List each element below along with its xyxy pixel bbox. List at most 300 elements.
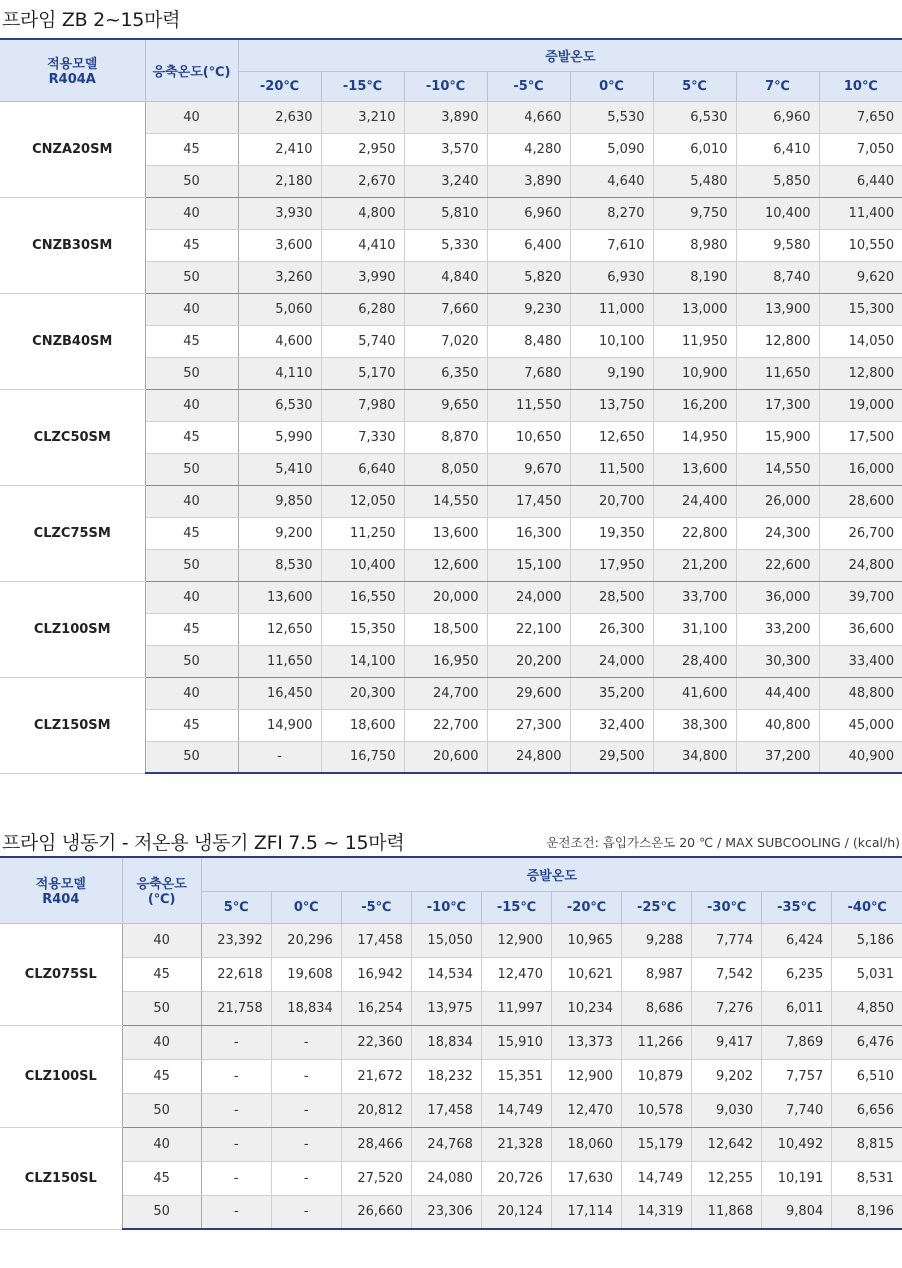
condensing-temp-cell: 40 bbox=[145, 293, 238, 325]
capacity-value-cell: 24,700 bbox=[404, 677, 487, 709]
capacity-value-cell: 19,608 bbox=[271, 957, 341, 991]
evap-temp-col-header: -25℃ bbox=[622, 891, 692, 923]
capacity-value-cell: 16,254 bbox=[341, 991, 411, 1025]
capacity-value-cell: 14,534 bbox=[411, 957, 481, 991]
capacity-value-cell: 14,550 bbox=[404, 485, 487, 517]
capacity-value-cell: 15,300 bbox=[819, 293, 902, 325]
refrigerant-label: R404 bbox=[42, 892, 80, 908]
capacity-value-cell: 14,749 bbox=[481, 1093, 551, 1127]
capacity-value-cell: 18,500 bbox=[404, 613, 487, 645]
capacity-value-cell: 12,642 bbox=[692, 1127, 762, 1161]
evap-temp-col-header: -10℃ bbox=[404, 71, 487, 101]
model-column-header bbox=[0, 39, 145, 101]
capacity-value-cell: 13,600 bbox=[238, 581, 321, 613]
capacity-value-cell: 9,650 bbox=[404, 389, 487, 421]
table-row bbox=[0, 1025, 902, 1059]
capacity-value-cell: 10,578 bbox=[622, 1093, 692, 1127]
capacity-value-cell: 11,550 bbox=[487, 389, 570, 421]
table-row bbox=[0, 485, 902, 517]
capacity-value-cell: 5,170 bbox=[321, 357, 404, 389]
capacity-value-cell: 6,530 bbox=[238, 389, 321, 421]
capacity-value-cell: 5,530 bbox=[570, 101, 653, 133]
capacity-value-cell: 13,000 bbox=[653, 293, 736, 325]
capacity-value-cell: 22,800 bbox=[653, 517, 736, 549]
capacity-value-cell: 11,250 bbox=[321, 517, 404, 549]
condensing-temp-cell: 40 bbox=[122, 1127, 201, 1161]
capacity-value-cell: 20,600 bbox=[404, 741, 487, 773]
capacity-value-cell: 6,011 bbox=[762, 991, 832, 1025]
capacity-value-cell: 29,600 bbox=[487, 677, 570, 709]
capacity-value-cell: 10,965 bbox=[551, 923, 621, 957]
capacity-value-cell: 28,400 bbox=[653, 645, 736, 677]
capacity-value-cell: 15,351 bbox=[481, 1059, 551, 1093]
capacity-value-cell: 24,080 bbox=[411, 1161, 481, 1195]
capacity-value-cell: 33,700 bbox=[653, 581, 736, 613]
condensing-temp-cell: 45 bbox=[122, 1161, 201, 1195]
capacity-value-cell: 6,476 bbox=[832, 1025, 902, 1059]
condensing-temp-cell: 40 bbox=[122, 923, 201, 957]
capacity-value-cell: 3,240 bbox=[404, 165, 487, 197]
capacity-value-cell: 9,417 bbox=[692, 1025, 762, 1059]
capacity-value-cell: 12,800 bbox=[736, 325, 819, 357]
evap-temp-col-header: -20℃ bbox=[238, 71, 321, 101]
capacity-value-cell: - bbox=[238, 741, 321, 773]
condensing-temp-cell: 40 bbox=[145, 485, 238, 517]
capacity-value-cell: 15,179 bbox=[622, 1127, 692, 1161]
capacity-value-cell: 33,400 bbox=[819, 645, 902, 677]
capacity-value-cell: 7,740 bbox=[762, 1093, 832, 1127]
capacity-value-cell: 9,190 bbox=[570, 357, 653, 389]
capacity-value-cell: 12,800 bbox=[819, 357, 902, 389]
capacity-value-cell: 12,470 bbox=[481, 957, 551, 991]
evap-temp-col-header: 0℃ bbox=[271, 891, 341, 923]
capacity-value-cell: 31,100 bbox=[653, 613, 736, 645]
capacity-value-cell: 23,306 bbox=[411, 1195, 481, 1229]
capacity-value-cell: 10,400 bbox=[736, 197, 819, 229]
condensing-temp-cell: 45 bbox=[145, 229, 238, 261]
capacity-value-cell: 5,330 bbox=[404, 229, 487, 261]
capacity-value-cell: 36,600 bbox=[819, 613, 902, 645]
capacity-value-cell: 21,200 bbox=[653, 549, 736, 581]
capacity-value-cell: - bbox=[201, 1093, 271, 1127]
model-header-label: 적용모델 bbox=[35, 877, 86, 893]
capacity-value-cell: 9,580 bbox=[736, 229, 819, 261]
capacity-value-cell: 20,812 bbox=[341, 1093, 411, 1127]
evap-temp-col-header: -30℃ bbox=[692, 891, 762, 923]
capacity-value-cell: 24,000 bbox=[570, 645, 653, 677]
capacity-value-cell: 12,050 bbox=[321, 485, 404, 517]
capacity-value-cell: 13,975 bbox=[411, 991, 481, 1025]
capacity-value-cell: 8,987 bbox=[622, 957, 692, 991]
capacity-value-cell: 27,520 bbox=[341, 1161, 411, 1195]
capacity-value-cell: 17,630 bbox=[551, 1161, 621, 1195]
condensing-temp-cell: 50 bbox=[145, 645, 238, 677]
capacity-value-cell: 24,400 bbox=[653, 485, 736, 517]
table-row bbox=[0, 101, 902, 133]
table-row bbox=[0, 923, 902, 957]
model-name-cell: CLZ075SL bbox=[0, 923, 122, 1025]
condensing-temp-cell: 45 bbox=[145, 325, 238, 357]
model-name-cell: CLZ150SM bbox=[0, 677, 145, 773]
capacity-value-cell: 21,672 bbox=[341, 1059, 411, 1093]
capacity-value-cell: 17,458 bbox=[341, 923, 411, 957]
capacity-value-cell: 8,740 bbox=[736, 261, 819, 293]
capacity-value-cell: 7,650 bbox=[819, 101, 902, 133]
condensing-temp-cell: 40 bbox=[145, 677, 238, 709]
capacity-value-cell: 19,000 bbox=[819, 389, 902, 421]
capacity-value-cell: 4,110 bbox=[238, 357, 321, 389]
evap-temp-col-header: -5℃ bbox=[487, 71, 570, 101]
capacity-value-cell: - bbox=[271, 1195, 341, 1229]
capacity-value-cell: 18,232 bbox=[411, 1059, 481, 1093]
capacity-value-cell: 10,650 bbox=[487, 421, 570, 453]
capacity-value-cell: 2,950 bbox=[321, 133, 404, 165]
capacity-value-cell: 22,700 bbox=[404, 709, 487, 741]
capacity-value-cell: 3,890 bbox=[404, 101, 487, 133]
capacity-value-cell: 16,950 bbox=[404, 645, 487, 677]
capacity-value-cell: 22,100 bbox=[487, 613, 570, 645]
capacity-value-cell: - bbox=[201, 1059, 271, 1093]
capacity-value-cell: 8,815 bbox=[832, 1127, 902, 1161]
capacity-value-cell: 4,640 bbox=[570, 165, 653, 197]
capacity-value-cell: 6,960 bbox=[736, 101, 819, 133]
table-row bbox=[0, 1161, 902, 1195]
capacity-value-cell: 34,800 bbox=[653, 741, 736, 773]
capacity-value-cell: 11,500 bbox=[570, 453, 653, 485]
capacity-value-cell: - bbox=[271, 1093, 341, 1127]
capacity-value-cell: 5,480 bbox=[653, 165, 736, 197]
condensing-temp-cell: 45 bbox=[145, 613, 238, 645]
capacity-value-cell: 5,031 bbox=[832, 957, 902, 991]
table-row bbox=[0, 1093, 902, 1127]
capacity-value-cell: 22,600 bbox=[736, 549, 819, 581]
capacity-value-cell: 28,600 bbox=[819, 485, 902, 517]
capacity-value-cell: 10,234 bbox=[551, 991, 621, 1025]
capacity-value-cell: 20,200 bbox=[487, 645, 570, 677]
capacity-value-cell: 22,360 bbox=[341, 1025, 411, 1059]
condensing-temp-cell: 45 bbox=[145, 133, 238, 165]
condensing-temp-cell: 50 bbox=[122, 991, 201, 1025]
section-title: 프라임 ZB 2~15마력 bbox=[2, 9, 181, 31]
capacity-value-cell: 20,296 bbox=[271, 923, 341, 957]
capacity-table-zfi bbox=[0, 856, 902, 1230]
capacity-value-cell: 12,600 bbox=[404, 549, 487, 581]
table-row bbox=[0, 389, 902, 421]
table-row bbox=[0, 957, 902, 991]
capacity-value-cell: 2,180 bbox=[238, 165, 321, 197]
capacity-value-cell: 29,500 bbox=[570, 741, 653, 773]
evap-temp-col-header: -15℃ bbox=[481, 891, 551, 923]
condensing-temp-cell: 50 bbox=[145, 741, 238, 773]
section-title: 프라임 냉동기 - 저온용 냉동기 ZFI 7.5 ~ 15마력 bbox=[2, 832, 405, 854]
evaporating-temp-header: 증발온도 bbox=[201, 857, 902, 891]
capacity-value-cell: 12,900 bbox=[551, 1059, 621, 1093]
capacity-value-cell: 4,840 bbox=[404, 261, 487, 293]
capacity-value-cell: 16,550 bbox=[321, 581, 404, 613]
capacity-value-cell: 20,300 bbox=[321, 677, 404, 709]
table-row bbox=[0, 1059, 902, 1093]
capacity-value-cell: 40,800 bbox=[736, 709, 819, 741]
evap-temp-col-header: -15℃ bbox=[321, 71, 404, 101]
capacity-value-cell: 9,200 bbox=[238, 517, 321, 549]
capacity-table-zb bbox=[0, 38, 902, 774]
capacity-value-cell: 19,350 bbox=[570, 517, 653, 549]
capacity-value-cell: 4,800 bbox=[321, 197, 404, 229]
capacity-value-cell: 24,800 bbox=[819, 549, 902, 581]
capacity-value-cell: 15,100 bbox=[487, 549, 570, 581]
capacity-value-cell: 7,869 bbox=[762, 1025, 832, 1059]
capacity-value-cell: - bbox=[271, 1161, 341, 1195]
capacity-value-cell: 7,610 bbox=[570, 229, 653, 261]
capacity-value-cell: 5,740 bbox=[321, 325, 404, 357]
capacity-value-cell: 44,400 bbox=[736, 677, 819, 709]
condensing-temp-label: 응축온도 bbox=[136, 877, 187, 893]
capacity-value-cell: 26,000 bbox=[736, 485, 819, 517]
condensing-temp-cell: 45 bbox=[145, 709, 238, 741]
capacity-value-cell: 5,990 bbox=[238, 421, 321, 453]
capacity-value-cell: 6,350 bbox=[404, 357, 487, 389]
capacity-value-cell: 6,530 bbox=[653, 101, 736, 133]
condensing-temp-cell: 50 bbox=[145, 549, 238, 581]
capacity-value-cell: 6,410 bbox=[736, 133, 819, 165]
capacity-value-cell: 7,757 bbox=[762, 1059, 832, 1093]
model-name-cell: CNZB30SM bbox=[0, 197, 145, 293]
capacity-value-cell: 6,960 bbox=[487, 197, 570, 229]
capacity-value-cell: 30,300 bbox=[736, 645, 819, 677]
capacity-value-cell: 24,800 bbox=[487, 741, 570, 773]
model-name-cell: CLZ150SL bbox=[0, 1127, 122, 1229]
capacity-value-cell: 10,550 bbox=[819, 229, 902, 261]
capacity-value-cell: 11,400 bbox=[819, 197, 902, 229]
capacity-value-cell: 7,542 bbox=[692, 957, 762, 991]
capacity-value-cell: 11,868 bbox=[692, 1195, 762, 1229]
table-row bbox=[0, 197, 902, 229]
capacity-value-cell: 14,900 bbox=[238, 709, 321, 741]
capacity-value-cell: 6,424 bbox=[762, 923, 832, 957]
capacity-value-cell: 48,800 bbox=[819, 677, 902, 709]
condensing-temp-cell: 50 bbox=[145, 165, 238, 197]
section-header bbox=[0, 0, 902, 38]
capacity-value-cell: 17,950 bbox=[570, 549, 653, 581]
capacity-value-cell: 11,000 bbox=[570, 293, 653, 325]
capacity-value-cell: 7,276 bbox=[692, 991, 762, 1025]
capacity-value-cell: 8,480 bbox=[487, 325, 570, 357]
capacity-value-cell: 16,450 bbox=[238, 677, 321, 709]
capacity-value-cell: 17,450 bbox=[487, 485, 570, 517]
capacity-value-cell: 39,700 bbox=[819, 581, 902, 613]
capacity-value-cell: 4,410 bbox=[321, 229, 404, 261]
condensing-temp-header: 응축온도(℃) bbox=[145, 39, 238, 101]
capacity-value-cell: 3,600 bbox=[238, 229, 321, 261]
evap-temp-col-header: 5℃ bbox=[201, 891, 271, 923]
refrigerant-label: R404A bbox=[48, 72, 96, 88]
capacity-value-cell: 6,656 bbox=[832, 1093, 902, 1127]
capacity-value-cell: 21,758 bbox=[201, 991, 271, 1025]
operating-conditions-note: 운전조건: 흡입가스온도 20 ℃ / MAX SUBCOOLING / (kcal/h) bbox=[546, 835, 900, 850]
evap-temp-col-header: -20℃ bbox=[551, 891, 621, 923]
capacity-value-cell: 9,750 bbox=[653, 197, 736, 229]
capacity-value-cell: 7,050 bbox=[819, 133, 902, 165]
capacity-value-cell: 37,200 bbox=[736, 741, 819, 773]
model-header-label: 적용모델 bbox=[47, 57, 98, 73]
capacity-value-cell: 9,620 bbox=[819, 261, 902, 293]
capacity-value-cell: 17,500 bbox=[819, 421, 902, 453]
capacity-value-cell: 8,270 bbox=[570, 197, 653, 229]
table-section-zfi bbox=[0, 824, 902, 1230]
section-header bbox=[0, 824, 902, 856]
capacity-value-cell: 3,260 bbox=[238, 261, 321, 293]
capacity-value-cell: 23,392 bbox=[201, 923, 271, 957]
evap-temp-col-header: 7℃ bbox=[736, 71, 819, 101]
model-name-cell: CLZC50SM bbox=[0, 389, 145, 485]
capacity-value-cell: 18,600 bbox=[321, 709, 404, 741]
condensing-temp-cell: 50 bbox=[145, 357, 238, 389]
capacity-value-cell: 6,930 bbox=[570, 261, 653, 293]
capacity-value-cell: 6,400 bbox=[487, 229, 570, 261]
capacity-value-cell: 32,400 bbox=[570, 709, 653, 741]
model-name-cell: CNZB40SM bbox=[0, 293, 145, 389]
capacity-value-cell: 14,050 bbox=[819, 325, 902, 357]
condensing-temp-cell: 50 bbox=[145, 453, 238, 485]
capacity-value-cell: 16,300 bbox=[487, 517, 570, 549]
model-name-cell: CLZC75SM bbox=[0, 485, 145, 581]
capacity-value-cell: 20,124 bbox=[481, 1195, 551, 1229]
capacity-value-cell: 22,618 bbox=[201, 957, 271, 991]
capacity-value-cell: 26,700 bbox=[819, 517, 902, 549]
capacity-value-cell: 18,834 bbox=[411, 1025, 481, 1059]
capacity-value-cell: 7,774 bbox=[692, 923, 762, 957]
table-row bbox=[0, 581, 902, 613]
condensing-temp-cell: 40 bbox=[145, 581, 238, 613]
evap-temp-col-header: -10℃ bbox=[411, 891, 481, 923]
capacity-value-cell: 16,000 bbox=[819, 453, 902, 485]
condensing-temp-cell: 40 bbox=[145, 101, 238, 133]
capacity-value-cell: 26,660 bbox=[341, 1195, 411, 1229]
capacity-value-cell: 36,000 bbox=[736, 581, 819, 613]
capacity-value-cell: 24,000 bbox=[487, 581, 570, 613]
capacity-value-cell: - bbox=[271, 1059, 341, 1093]
capacity-value-cell: 6,510 bbox=[832, 1059, 902, 1093]
capacity-value-cell: 10,100 bbox=[570, 325, 653, 357]
model-column-header bbox=[0, 857, 122, 923]
capacity-value-cell: 7,680 bbox=[487, 357, 570, 389]
capacity-value-cell: 8,196 bbox=[832, 1195, 902, 1229]
capacity-value-cell: 13,900 bbox=[736, 293, 819, 325]
capacity-value-cell: 41,600 bbox=[653, 677, 736, 709]
capacity-value-cell: 2,670 bbox=[321, 165, 404, 197]
condensing-temp-cell: 45 bbox=[145, 517, 238, 549]
capacity-value-cell: 7,330 bbox=[321, 421, 404, 453]
capacity-value-cell: 15,350 bbox=[321, 613, 404, 645]
capacity-value-cell: 12,255 bbox=[692, 1161, 762, 1195]
capacity-value-cell: 33,200 bbox=[736, 613, 819, 645]
capacity-value-cell: 45,000 bbox=[819, 709, 902, 741]
condensing-temp-unit: (℃) bbox=[147, 892, 176, 908]
condensing-temp-cell: 50 bbox=[122, 1195, 201, 1229]
capacity-value-cell: - bbox=[201, 1161, 271, 1195]
capacity-value-cell: 8,530 bbox=[238, 549, 321, 581]
capacity-value-cell: 28,466 bbox=[341, 1127, 411, 1161]
capacity-value-cell: 15,050 bbox=[411, 923, 481, 957]
capacity-value-cell: 40,900 bbox=[819, 741, 902, 773]
capacity-value-cell: 9,288 bbox=[622, 923, 692, 957]
evap-temp-col-header: -5℃ bbox=[341, 891, 411, 923]
capacity-value-cell: 21,328 bbox=[481, 1127, 551, 1161]
capacity-value-cell: 11,650 bbox=[736, 357, 819, 389]
capacity-value-cell: 7,980 bbox=[321, 389, 404, 421]
capacity-value-cell: 7,020 bbox=[404, 325, 487, 357]
capacity-value-cell: 8,190 bbox=[653, 261, 736, 293]
capacity-value-cell: 18,060 bbox=[551, 1127, 621, 1161]
capacity-value-cell: 8,050 bbox=[404, 453, 487, 485]
capacity-value-cell: 9,804 bbox=[762, 1195, 832, 1229]
capacity-value-cell: 10,492 bbox=[762, 1127, 832, 1161]
capacity-value-cell: 11,997 bbox=[481, 991, 551, 1025]
capacity-value-cell: 11,650 bbox=[238, 645, 321, 677]
capacity-value-cell: 20,700 bbox=[570, 485, 653, 517]
capacity-value-cell: 13,373 bbox=[551, 1025, 621, 1059]
capacity-value-cell: - bbox=[201, 1195, 271, 1229]
condensing-temp-cell: 45 bbox=[122, 1059, 201, 1093]
capacity-value-cell: 17,458 bbox=[411, 1093, 481, 1127]
evap-temp-col-header: 5℃ bbox=[653, 71, 736, 101]
capacity-value-cell: 5,820 bbox=[487, 261, 570, 293]
table-row bbox=[0, 1195, 902, 1229]
capacity-value-cell: 9,670 bbox=[487, 453, 570, 485]
capacity-value-cell: 8,531 bbox=[832, 1161, 902, 1195]
capacity-value-cell: 8,870 bbox=[404, 421, 487, 453]
condensing-temp-cell: 50 bbox=[122, 1093, 201, 1127]
capacity-value-cell: 16,942 bbox=[341, 957, 411, 991]
capacity-value-cell: 26,300 bbox=[570, 613, 653, 645]
capacity-value-cell: 6,640 bbox=[321, 453, 404, 485]
capacity-value-cell: 14,100 bbox=[321, 645, 404, 677]
capacity-value-cell: 11,950 bbox=[653, 325, 736, 357]
capacity-value-cell: 2,630 bbox=[238, 101, 321, 133]
capacity-value-cell: 13,750 bbox=[570, 389, 653, 421]
capacity-value-cell: 15,910 bbox=[481, 1025, 551, 1059]
capacity-value-cell: 10,621 bbox=[551, 957, 621, 991]
capacity-value-cell: 5,850 bbox=[736, 165, 819, 197]
capacity-value-cell: - bbox=[271, 1025, 341, 1059]
capacity-value-cell: 10,191 bbox=[762, 1161, 832, 1195]
capacity-value-cell: 14,550 bbox=[736, 453, 819, 485]
condensing-temp-cell: 45 bbox=[145, 421, 238, 453]
capacity-value-cell: 5,186 bbox=[832, 923, 902, 957]
capacity-value-cell: 17,300 bbox=[736, 389, 819, 421]
capacity-value-cell: 35,200 bbox=[570, 677, 653, 709]
capacity-value-cell: 7,660 bbox=[404, 293, 487, 325]
capacity-value-cell: - bbox=[201, 1127, 271, 1161]
capacity-value-cell: 15,900 bbox=[736, 421, 819, 453]
capacity-value-cell: 17,114 bbox=[551, 1195, 621, 1229]
model-name-cell: CLZ100SM bbox=[0, 581, 145, 677]
capacity-value-cell: 5,060 bbox=[238, 293, 321, 325]
condensing-temp-cell: 40 bbox=[122, 1025, 201, 1059]
capacity-value-cell: 13,600 bbox=[404, 517, 487, 549]
capacity-value-cell: 20,726 bbox=[481, 1161, 551, 1195]
condensing-temp-cell: 50 bbox=[145, 261, 238, 293]
capacity-value-cell: 9,230 bbox=[487, 293, 570, 325]
capacity-value-cell: 10,879 bbox=[622, 1059, 692, 1093]
capacity-value-cell: 12,650 bbox=[238, 613, 321, 645]
evap-temp-col-header: 10℃ bbox=[819, 71, 902, 101]
capacity-value-cell: 3,990 bbox=[321, 261, 404, 293]
capacity-value-cell: 8,980 bbox=[653, 229, 736, 261]
capacity-value-cell: 12,900 bbox=[481, 923, 551, 957]
capacity-value-cell: 12,470 bbox=[551, 1093, 621, 1127]
capacity-value-cell: - bbox=[271, 1127, 341, 1161]
